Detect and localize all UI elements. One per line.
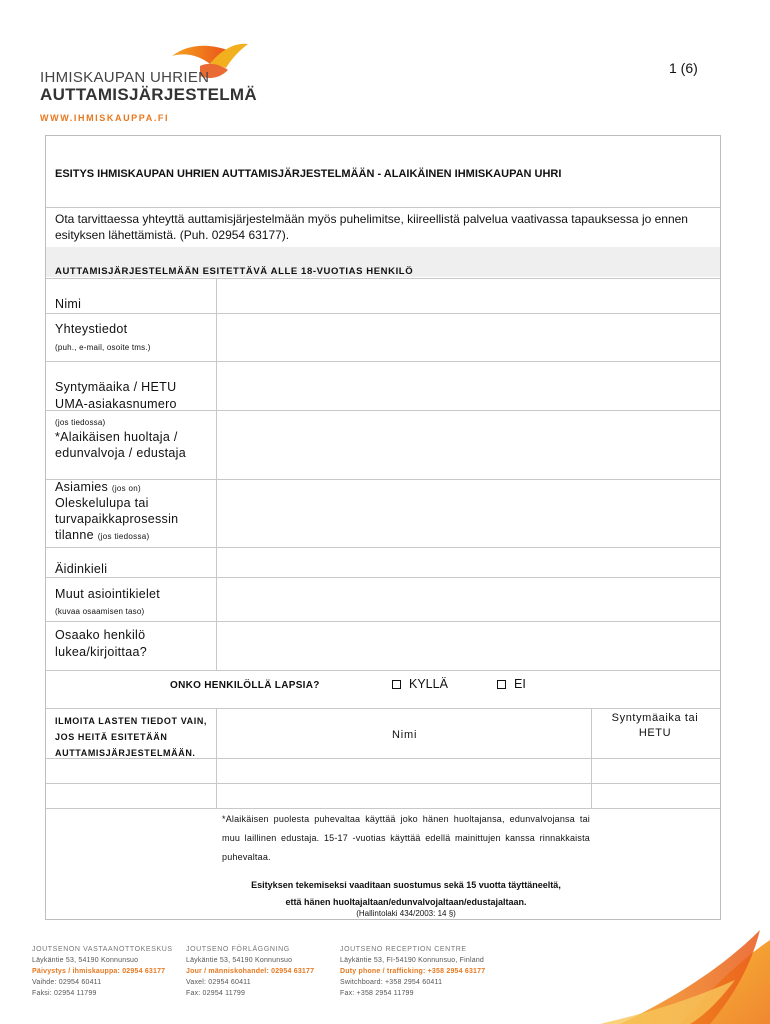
label-oleskelu-2: turvapaikkaprosessin <box>55 512 179 526</box>
footer-fi-address: Läykäntie 53, 54190 Konnunsuo <box>32 957 139 964</box>
checkbox-yes[interactable] <box>392 680 401 689</box>
footer-fi-switchboard: Vaihde: 02954 60411 <box>32 979 102 986</box>
label-yhteystiedot: Yhteystiedot <box>55 322 128 336</box>
page-number: 1 (6) <box>669 60 698 76</box>
checkbox-no[interactable] <box>497 680 506 689</box>
footer-fi-fax: Faksi: 02954 11799 <box>32 990 97 997</box>
note-oleskelu: (jos tiedossa) <box>97 532 150 541</box>
footer-en-fax: Fax: +358 2954 11799 <box>340 990 414 997</box>
footer-swirl-graphic <box>560 930 770 1024</box>
consent-line-1: Esityksen tekemiseksi vaaditaan suostumus sekä 15 vuotta täyttäneeltä, <box>251 880 561 890</box>
consent-line-2: että hänen huoltajaltaan/edunvalvojaltaan/edustajaltaan. <box>285 897 527 907</box>
footer-column-sv <box>186 944 314 999</box>
checkbox-yes-label: KYLLÄ <box>409 677 448 691</box>
column-header-nimi: Nimi <box>392 729 418 741</box>
footer-sv-duty: Jour / människohandel: 02954 63177 <box>186 968 315 975</box>
footer-en-address: Läykäntie 53, FI-54190 Konnunsuo, Finland <box>340 957 485 964</box>
section-title: AUTTAMISJÄRJESTELMÄÄN ESITETTÄVÄ ALLE 18-VUOTIAS HENKILÖ <box>55 266 414 277</box>
law-reference: (Hallintolaki 434/2003: 14 §) <box>356 909 456 918</box>
footnote: *Alaikäisen puolesta puhevaltaa käyttää joko hänen huoltajansa, edunvalvojansa tai muu laillinen edustaja. 15-17 -vuotias käyttää edellä mainittujen kanssa rinnakkaista puhevaltaa. <box>222 814 590 862</box>
label-oleskelu-3-text: tilanne <box>55 528 94 542</box>
label-muut-kielet: Muut asiointikielet <box>55 587 161 601</box>
footer-sv-address: Läykäntie 53, 54190 Konnunsuo <box>186 957 293 964</box>
label-nimi: Nimi <box>55 297 82 311</box>
label-oleskelu-3 <box>55 527 150 546</box>
label-syntymaaika: Syntymäaika / HETU <box>55 380 177 394</box>
note-yhteystiedot: (puh., e-mail, osoite tms.) <box>55 343 151 352</box>
footer-sv-switchboard: Vaxel: 02954 60411 <box>186 979 251 986</box>
footer-sv-fax: Fax: 02954 11799 <box>186 990 246 997</box>
footer-sv-head: JOUTSENO FÖRLÄGGNING <box>186 946 290 953</box>
label-uma: UMA-asiakasnumero <box>55 397 177 411</box>
footer-fi-head: JOUTSENON VASTAANOTTOKESKUS <box>32 946 173 953</box>
footer-en-switchboard: Switchboard: +358 2954 60411 <box>340 979 443 986</box>
label-lukea-2: lukea/kirjoittaa? <box>55 645 147 659</box>
note-asiamies: (jos on) <box>111 484 141 493</box>
note-uma: (jos tiedossa) <box>55 418 106 427</box>
checkbox-no-label: EI <box>514 677 526 691</box>
footer-en-head: JOUTSENO RECEPTION CENTRE <box>340 946 467 953</box>
children-question: ONKO HENKILÖLLÄ LAPSIA? <box>170 680 320 691</box>
footer-en-duty: Duty phone / trafficking: +358 2954 63177 <box>340 968 486 975</box>
footer-column-fi <box>32 944 173 999</box>
children-instruction: ILMOITA LASTEN TIEDOT VAIN, JOS HEITÄ ESITETÄÄN AUTTAMISJÄRJESTELMÄÄN. <box>55 716 208 758</box>
note-muut-kielet: (kuvaa osaamisen taso) <box>55 607 145 616</box>
label-huoltaja-2: edunvalvoja / edustaja <box>55 446 186 460</box>
label-aidinkieli: Äidinkieli <box>55 562 108 576</box>
form-title: ESITYS IHMISKAUPAN UHRIEN AUTTAMISJÄRJESTELMÄÄN - ALAIKÄINEN IHMISKAUPAN UHRI <box>55 168 562 180</box>
logo-text-line1: IHMISKAUPAN UHRIEN <box>40 69 210 86</box>
intro-text: Ota tarvittaessa yhteyttä auttamisjärjestelmään myös puhelimitse, kiireellistä palvelua vaativassa tapauksessa jo ennen esityksen lähettämistä. (Puh. 02954 63177). <box>55 212 688 242</box>
column-header-syntymaaika: Syntymäaika tai HETU <box>611 712 699 739</box>
logo-text-line2: AUTTAMISJÄRJESTELMÄ <box>40 85 257 104</box>
footer-column-en <box>340 944 485 999</box>
label-huoltaja-1: *Alaikäisen huoltaja / <box>55 430 178 444</box>
label-oleskelu-1: Oleskelulupa tai <box>55 496 149 510</box>
label-asiamies-text: Asiamies <box>55 480 109 494</box>
website-link[interactable]: WWW.IHMISKAUPPA.FI <box>40 113 170 123</box>
footer-fi-duty: Päivystys / ihmiskauppa: 02954 63177 <box>32 968 166 975</box>
label-lukea-1: Osaako henkilö <box>55 628 146 642</box>
consent-note <box>222 877 590 911</box>
